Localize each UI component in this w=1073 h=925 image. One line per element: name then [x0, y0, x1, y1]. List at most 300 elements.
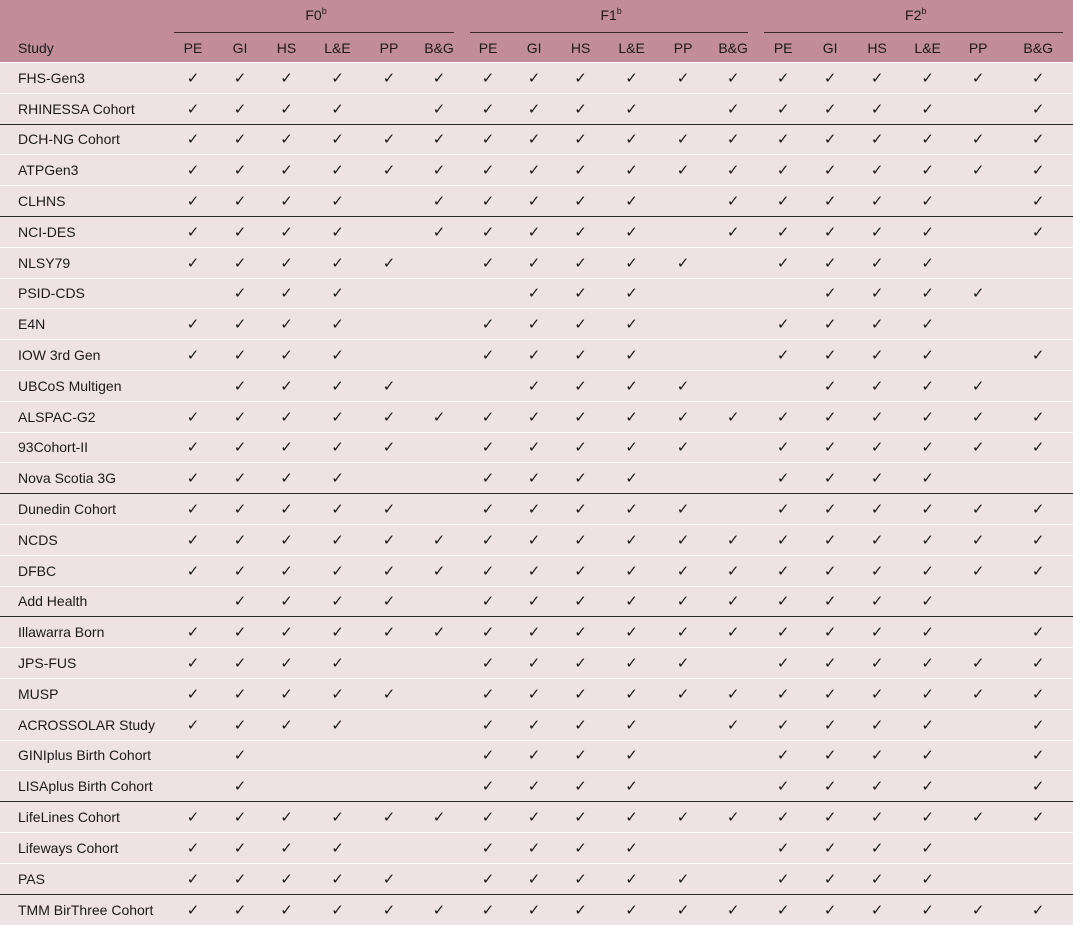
checkmark-icon: ✓ — [726, 623, 740, 642]
checkmark-icon: ✓ — [921, 438, 934, 457]
check-cell — [658, 678, 708, 709]
check-cell — [808, 432, 852, 463]
check-cell — [605, 155, 658, 186]
check-cell — [758, 740, 808, 771]
check-cell — [953, 463, 1003, 494]
check-cell — [708, 648, 758, 679]
check-cell — [658, 93, 708, 124]
checkmark-icon: ✓ — [776, 438, 790, 457]
checkmark-icon: ✓ — [233, 869, 247, 888]
check-cell — [852, 63, 902, 94]
checkmark-icon: ✓ — [233, 777, 247, 796]
checkmark-icon: ✓ — [676, 654, 690, 673]
checkmark-icon: ✓ — [971, 654, 985, 673]
check-cell — [852, 309, 902, 340]
check-cell — [168, 709, 218, 740]
check-cell — [902, 370, 953, 401]
check-cell — [262, 247, 311, 278]
checkmark-icon: ✓ — [186, 808, 200, 827]
checkmark-icon: ✓ — [776, 469, 790, 488]
checkmark-icon: ✓ — [971, 684, 985, 703]
check-cell — [902, 216, 953, 247]
check-cell — [311, 401, 364, 432]
check-cell — [902, 247, 953, 278]
check-cell — [464, 524, 512, 555]
check-cell — [364, 340, 414, 371]
checkmark-icon: ✓ — [776, 869, 790, 888]
check-cell — [953, 648, 1003, 679]
table-row — [0, 740, 1073, 771]
check-cell — [556, 155, 605, 186]
check-cell — [218, 771, 262, 802]
check-cell — [364, 155, 414, 186]
check-cell — [414, 678, 464, 709]
check-cell — [1003, 494, 1073, 525]
check-cell — [708, 463, 758, 494]
checkmark-icon: ✓ — [574, 592, 587, 611]
checkmark-icon: ✓ — [527, 346, 541, 365]
check-cell — [658, 740, 708, 771]
check-cell — [512, 555, 556, 586]
check-cell — [464, 93, 512, 124]
checkmark-icon: ✓ — [233, 715, 247, 734]
check-cell — [168, 617, 218, 648]
check-cell — [902, 401, 953, 432]
checkmark-icon: ✓ — [971, 376, 985, 395]
checkmark-icon: ✓ — [870, 469, 884, 488]
checkmark-icon: ✓ — [870, 161, 884, 180]
checkmark-icon: ✓ — [331, 592, 344, 611]
checkmark-icon: ✓ — [382, 500, 396, 519]
checkmark-icon: ✓ — [921, 654, 934, 673]
check-cell — [708, 278, 758, 309]
checkmark-icon: ✓ — [233, 192, 247, 211]
check-cell — [364, 802, 414, 833]
checkmark-icon: ✓ — [1031, 161, 1045, 180]
check-cell — [658, 524, 708, 555]
check-cell — [311, 648, 364, 679]
check-cell — [364, 370, 414, 401]
checkmark-icon: ✓ — [921, 161, 934, 180]
checkmark-icon: ✓ — [574, 346, 587, 365]
check-cell — [902, 678, 953, 709]
check-cell — [262, 216, 311, 247]
check-cell — [953, 555, 1003, 586]
check-cell — [556, 894, 605, 925]
checkmark-icon: ✓ — [186, 869, 200, 888]
check-cell — [953, 863, 1003, 894]
check-cell — [852, 586, 902, 617]
checkmark-icon: ✓ — [186, 530, 200, 549]
check-cell — [808, 370, 852, 401]
check-cell — [512, 309, 556, 340]
subcolumn-header-f2-pp: PP — [968, 39, 988, 56]
checkmark-icon: ✓ — [481, 808, 495, 827]
checkmark-icon: ✓ — [1031, 900, 1045, 919]
subcolumn-header-f1-hs: HS — [570, 39, 591, 56]
checkmark-icon: ✓ — [870, 530, 884, 549]
check-cell — [262, 463, 311, 494]
checkmark-icon: ✓ — [1031, 68, 1045, 87]
check-cell — [512, 216, 556, 247]
checkmark-icon: ✓ — [186, 438, 200, 457]
checkmark-icon: ✓ — [726, 161, 740, 180]
checkmark-icon: ✓ — [870, 222, 884, 241]
checkmark-icon: ✓ — [823, 561, 837, 580]
checkmark-icon: ✓ — [527, 284, 541, 303]
table-row — [0, 771, 1073, 802]
checkmark-icon: ✓ — [481, 222, 495, 241]
checkmark-icon: ✓ — [676, 376, 690, 395]
check-cell — [218, 832, 262, 863]
table-row — [0, 309, 1073, 340]
check-cell — [708, 617, 758, 648]
check-cell — [852, 432, 902, 463]
checkmark-icon: ✓ — [527, 623, 541, 642]
checkmark-icon: ✓ — [186, 561, 200, 580]
checkmark-icon: ✓ — [921, 68, 934, 87]
check-cell — [311, 63, 364, 94]
checkmark-icon: ✓ — [870, 284, 884, 303]
checkmark-icon: ✓ — [527, 684, 541, 703]
check-cell — [311, 709, 364, 740]
check-cell — [512, 432, 556, 463]
checkmark-icon: ✓ — [331, 438, 344, 457]
checkmark-icon: ✓ — [186, 130, 200, 149]
check-cell — [512, 894, 556, 925]
check-cell — [556, 186, 605, 217]
check-cell — [556, 771, 605, 802]
check-cell — [556, 93, 605, 124]
checkmark-icon: ✓ — [625, 99, 638, 118]
check-cell — [464, 832, 512, 863]
checkmark-icon: ✓ — [331, 561, 344, 580]
check-cell — [758, 555, 808, 586]
checkmark-icon: ✓ — [574, 315, 587, 334]
check-cell — [708, 155, 758, 186]
checkmark-icon: ✓ — [823, 715, 837, 734]
check-cell — [512, 93, 556, 124]
check-cell — [605, 278, 658, 309]
checkmark-icon: ✓ — [527, 900, 541, 919]
checkmark-icon: ✓ — [870, 561, 884, 580]
checkmark-icon: ✓ — [625, 592, 638, 611]
checkmark-icon: ✓ — [331, 99, 344, 118]
check-cell — [512, 124, 556, 155]
checkmark-icon: ✓ — [382, 808, 396, 827]
check-cell — [902, 832, 953, 863]
check-cell — [464, 401, 512, 432]
check-cell — [758, 432, 808, 463]
check-cell — [262, 494, 311, 525]
check-cell — [311, 463, 364, 494]
check-cell — [311, 740, 364, 771]
checkmark-icon: ✓ — [1031, 654, 1045, 673]
check-cell — [708, 494, 758, 525]
checkmark-icon: ✓ — [1031, 715, 1045, 734]
checkmark-icon: ✓ — [527, 469, 541, 488]
check-cell — [758, 832, 808, 863]
check-cell — [852, 555, 902, 586]
check-cell — [218, 863, 262, 894]
check-cell — [218, 740, 262, 771]
check-cell — [311, 432, 364, 463]
checkmark-icon: ✓ — [382, 530, 396, 549]
checkmark-icon: ✓ — [186, 253, 200, 272]
study-name-cell: Lifeways Cohort — [0, 832, 168, 863]
checkmark-icon: ✓ — [574, 469, 587, 488]
checkmark-icon: ✓ — [776, 530, 790, 549]
check-cell — [168, 678, 218, 709]
check-cell — [311, 124, 364, 155]
subcolumn-header-f2-pe: PE — [773, 39, 793, 56]
checkmark-icon: ✓ — [280, 561, 293, 580]
checkmark-icon: ✓ — [280, 438, 293, 457]
check-cell — [556, 586, 605, 617]
checkmark-icon: ✓ — [726, 592, 740, 611]
checkmark-icon: ✓ — [625, 407, 638, 426]
checkmark-icon: ✓ — [776, 623, 790, 642]
checkmark-icon: ✓ — [1031, 192, 1045, 211]
check-cell — [852, 832, 902, 863]
check-cell — [464, 586, 512, 617]
checkmark-icon: ✓ — [971, 530, 985, 549]
checkmark-icon: ✓ — [726, 900, 740, 919]
check-cell — [218, 124, 262, 155]
checkmark-icon: ✓ — [823, 838, 837, 857]
check-cell — [556, 617, 605, 648]
checkmark-icon: ✓ — [331, 623, 344, 642]
check-cell — [262, 432, 311, 463]
check-cell — [852, 802, 902, 833]
study-name-cell: ACROSSOLAR Study — [0, 709, 168, 740]
check-cell — [658, 155, 708, 186]
check-cell — [414, 617, 464, 648]
checkmark-icon: ✓ — [625, 500, 638, 519]
checkmark-icon: ✓ — [233, 469, 247, 488]
check-cell — [556, 648, 605, 679]
subcolumn-header-f1-pe: PE — [478, 39, 498, 56]
checkmark-icon: ✓ — [726, 130, 740, 149]
check-cell — [808, 894, 852, 925]
checkmark-icon: ✓ — [186, 684, 200, 703]
checkmark-icon: ✓ — [971, 407, 985, 426]
checkmark-icon: ✓ — [186, 500, 200, 519]
checkmark-icon: ✓ — [776, 222, 790, 241]
checkmark-icon: ✓ — [331, 222, 344, 241]
check-cell — [311, 894, 364, 925]
checkmark-icon: ✓ — [382, 407, 396, 426]
checkmark-icon: ✓ — [776, 561, 790, 580]
check-cell — [556, 863, 605, 894]
checkmark-icon: ✓ — [481, 68, 495, 87]
check-cell — [1003, 894, 1073, 925]
study-name-cell: LISAplus Birth Cohort — [0, 771, 168, 802]
checkmark-icon: ✓ — [233, 161, 247, 180]
check-cell — [605, 63, 658, 94]
check-cell — [902, 863, 953, 894]
checkmark-icon: ✓ — [382, 561, 396, 580]
checkmark-icon: ✓ — [574, 777, 587, 796]
check-cell — [364, 524, 414, 555]
check-cell — [605, 524, 658, 555]
check-cell — [1003, 93, 1073, 124]
check-cell — [658, 832, 708, 863]
check-cell — [311, 802, 364, 833]
check-cell — [758, 155, 808, 186]
check-cell — [1003, 863, 1073, 894]
check-cell — [262, 278, 311, 309]
check-cell — [658, 340, 708, 371]
checkmark-icon: ✓ — [625, 746, 638, 765]
check-cell — [658, 309, 708, 340]
checkmark-icon: ✓ — [776, 407, 790, 426]
checkmark-icon: ✓ — [574, 438, 587, 457]
subcolumn-header-f0-le: L&E — [324, 39, 351, 56]
checkmark-icon: ✓ — [527, 407, 541, 426]
checkmark-icon: ✓ — [233, 623, 247, 642]
checkmark-icon: ✓ — [1031, 808, 1045, 827]
check-cell — [262, 340, 311, 371]
checkmark-icon: ✓ — [527, 68, 541, 87]
checkmark-icon: ✓ — [481, 561, 495, 580]
check-cell — [605, 124, 658, 155]
checkmark-icon: ✓ — [432, 192, 446, 211]
check-cell — [708, 555, 758, 586]
checkmark-icon: ✓ — [280, 715, 293, 734]
check-cell — [708, 401, 758, 432]
check-cell — [464, 555, 512, 586]
checkmark-icon: ✓ — [280, 99, 293, 118]
check-cell — [364, 771, 414, 802]
check-cell — [758, 648, 808, 679]
check-cell — [758, 278, 808, 309]
checkmark-icon: ✓ — [233, 530, 247, 549]
checkmark-icon: ✓ — [823, 684, 837, 703]
subcolumn-header-f1-gi: GI — [526, 39, 542, 56]
check-cell — [758, 524, 808, 555]
check-cell — [556, 494, 605, 525]
check-cell — [953, 494, 1003, 525]
check-cell — [902, 555, 953, 586]
check-cell — [953, 709, 1003, 740]
check-cell — [605, 617, 658, 648]
check-cell — [512, 340, 556, 371]
checkmark-icon: ✓ — [776, 68, 790, 87]
subcolumn-header-f0-pe: PE — [183, 39, 203, 56]
check-cell — [1003, 370, 1073, 401]
check-cell — [364, 278, 414, 309]
check-cell — [218, 401, 262, 432]
check-cell — [808, 186, 852, 217]
checkmark-icon: ✓ — [921, 192, 934, 211]
checkmark-icon: ✓ — [823, 469, 837, 488]
check-cell — [512, 63, 556, 94]
checkmark-icon: ✓ — [432, 808, 446, 827]
check-cell — [852, 278, 902, 309]
check-cell — [464, 124, 512, 155]
check-cell — [1003, 832, 1073, 863]
subcolumn-header-f0-hs: HS — [276, 39, 297, 56]
check-cell — [168, 432, 218, 463]
checkmark-icon: ✓ — [574, 869, 587, 888]
checkmark-icon: ✓ — [233, 746, 247, 765]
check-cell — [414, 186, 464, 217]
check-cell — [605, 186, 658, 217]
table-row — [0, 617, 1073, 648]
check-cell — [953, 124, 1003, 155]
checkmark-icon: ✓ — [186, 715, 200, 734]
check-cell — [758, 370, 808, 401]
checkmark-icon: ✓ — [574, 561, 587, 580]
checkmark-icon: ✓ — [625, 438, 638, 457]
check-cell — [1003, 309, 1073, 340]
check-cell — [953, 370, 1003, 401]
checkmark-icon: ✓ — [186, 838, 200, 857]
check-cell — [808, 678, 852, 709]
check-cell — [1003, 678, 1073, 709]
checkmark-icon: ✓ — [186, 654, 200, 673]
checkmark-icon: ✓ — [331, 838, 344, 857]
checkmark-icon: ✓ — [870, 407, 884, 426]
check-cell — [852, 155, 902, 186]
subcolumn-header-f0-gi: GI — [232, 39, 248, 56]
checkmark-icon: ✓ — [481, 838, 495, 857]
checkmark-icon: ✓ — [481, 130, 495, 149]
check-cell — [758, 63, 808, 94]
check-cell — [953, 340, 1003, 371]
check-cell — [758, 186, 808, 217]
check-cell — [218, 494, 262, 525]
subcolumn-header-row — [0, 33, 1073, 63]
checkmark-icon: ✓ — [921, 407, 934, 426]
study-name-cell: LifeLines Cohort — [0, 802, 168, 833]
check-cell — [556, 524, 605, 555]
checkmark-icon: ✓ — [481, 99, 495, 118]
check-cell — [605, 802, 658, 833]
check-cell — [708, 186, 758, 217]
checkmark-icon: ✓ — [823, 68, 837, 87]
subcolumn-header-f0-bg: B&G — [424, 39, 454, 56]
check-cell — [168, 216, 218, 247]
checkmark-icon: ✓ — [625, 284, 638, 303]
check-cell — [168, 802, 218, 833]
check-cell — [852, 863, 902, 894]
check-cell — [1003, 155, 1073, 186]
checkmark-icon: ✓ — [971, 808, 985, 827]
study-name-cell: GINIplus Birth Cohort — [0, 740, 168, 771]
checkmark-icon: ✓ — [432, 561, 446, 580]
check-cell — [605, 432, 658, 463]
subcolumn-header-f2-bg: B&G — [1023, 39, 1053, 56]
checkmark-icon: ✓ — [625, 469, 638, 488]
checkmark-icon: ✓ — [625, 623, 638, 642]
checkmark-icon: ✓ — [1031, 777, 1045, 796]
checkmark-icon: ✓ — [776, 838, 790, 857]
checkmark-icon: ✓ — [870, 315, 884, 334]
checkmark-icon: ✓ — [625, 561, 638, 580]
check-cell — [414, 370, 464, 401]
checkmark-icon: ✓ — [527, 438, 541, 457]
checkmark-icon: ✓ — [676, 161, 690, 180]
check-cell — [464, 494, 512, 525]
check-cell — [953, 586, 1003, 617]
checkmark-icon: ✓ — [823, 99, 837, 118]
check-cell — [852, 463, 902, 494]
check-cell — [953, 278, 1003, 309]
checkmark-icon: ✓ — [971, 68, 985, 87]
check-cell — [414, 278, 464, 309]
